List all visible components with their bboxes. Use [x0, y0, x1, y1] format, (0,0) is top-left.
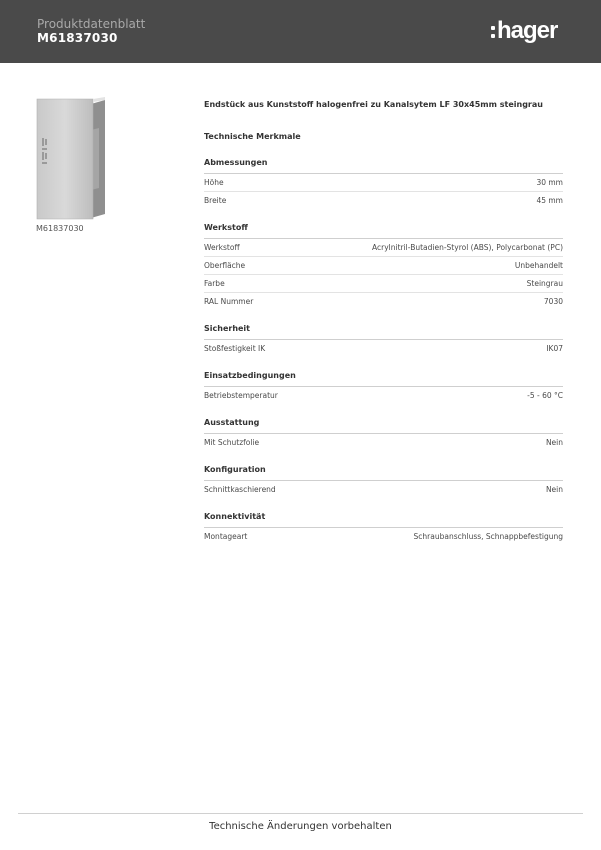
spec-row: [204, 434, 563, 451]
spec-label: Schnittkaschierend: [204, 485, 276, 494]
spec-row: [204, 293, 563, 310]
spec-row: [204, 387, 563, 404]
spec-value: Acrylnitril-Butadien-Styrol (ABS), Polycarbonat (PC): [372, 243, 563, 252]
brand-logo: [491, 18, 557, 44]
spec-value: 7030: [543, 297, 563, 306]
spec-value: Nein: [545, 438, 563, 447]
spec-row: [204, 481, 563, 498]
page-header: [0, 0, 601, 63]
product-image-label: M61837030: [36, 224, 84, 233]
spec-value: Nein: [545, 485, 563, 494]
spec-label: Höhe: [204, 178, 224, 187]
spec-label: Werkstoff: [204, 243, 240, 252]
section-title: Konnektivität: [204, 511, 563, 528]
spec-row: [204, 192, 563, 209]
spec-value: IK07: [546, 344, 563, 353]
spec-label: Stoßfestigkeit IK: [204, 344, 266, 353]
section-werkstoff: [204, 222, 563, 310]
spec-label: Mit Schutzfolie: [204, 438, 260, 447]
spec-content: [204, 98, 563, 545]
logo-dots-icon: [491, 26, 495, 38]
section-title: Werkstoff: [204, 222, 563, 239]
spec-value: -5 - 60 °C: [527, 391, 563, 400]
spec-label: Betriebstemperatur: [204, 391, 278, 400]
section-sicherheit: [204, 323, 563, 357]
spec-row: [204, 528, 563, 545]
spec-value: Schraubanschluss, Schnappbefestigung: [413, 532, 563, 541]
section-abmessungen: [204, 157, 563, 209]
spec-label: RAL Nummer: [204, 297, 254, 306]
spec-value: Steingrau: [526, 279, 563, 288]
spec-label: Montageart: [204, 532, 248, 541]
section-konfiguration: [204, 464, 563, 498]
spec-value: 30 mm: [536, 178, 563, 187]
section-title: Ausstattung: [204, 417, 563, 434]
section-einsatzbedingungen: [204, 370, 563, 404]
section-ausstattung: [204, 417, 563, 451]
spec-value: Unbehandelt: [514, 261, 563, 270]
product-title: Endstück aus Kunststoff halogenfrei zu Kanalsytem LF 30x45mm steingrau: [204, 100, 543, 109]
footer-note: Technische Änderungen vorbehalten: [209, 821, 392, 832]
spec-row: [204, 340, 563, 357]
section-konnektivitaet: [204, 511, 563, 545]
product-image: [33, 96, 109, 223]
footer-divider: [18, 813, 583, 814]
spec-subtitle: Technische Merkmale: [204, 132, 301, 141]
spec-label: Oberfläche: [204, 261, 246, 270]
spec-value: 45 mm: [536, 196, 563, 205]
spec-row: [204, 257, 563, 275]
section-title: Konfiguration: [204, 464, 563, 481]
section-title: Einsatzbedingungen: [204, 370, 563, 387]
spec-row: [204, 239, 563, 257]
brand-name: hager: [497, 17, 558, 44]
spec-label: Farbe: [204, 279, 225, 288]
document-type: Produktdatenblatt: [37, 17, 146, 31]
document-number: M61837030: [37, 31, 118, 45]
section-title: Sicherheit: [204, 323, 563, 340]
section-title: Abmessungen: [204, 157, 563, 174]
spec-row: [204, 275, 563, 293]
spec-label: Breite: [204, 196, 227, 205]
spec-row: [204, 174, 563, 192]
